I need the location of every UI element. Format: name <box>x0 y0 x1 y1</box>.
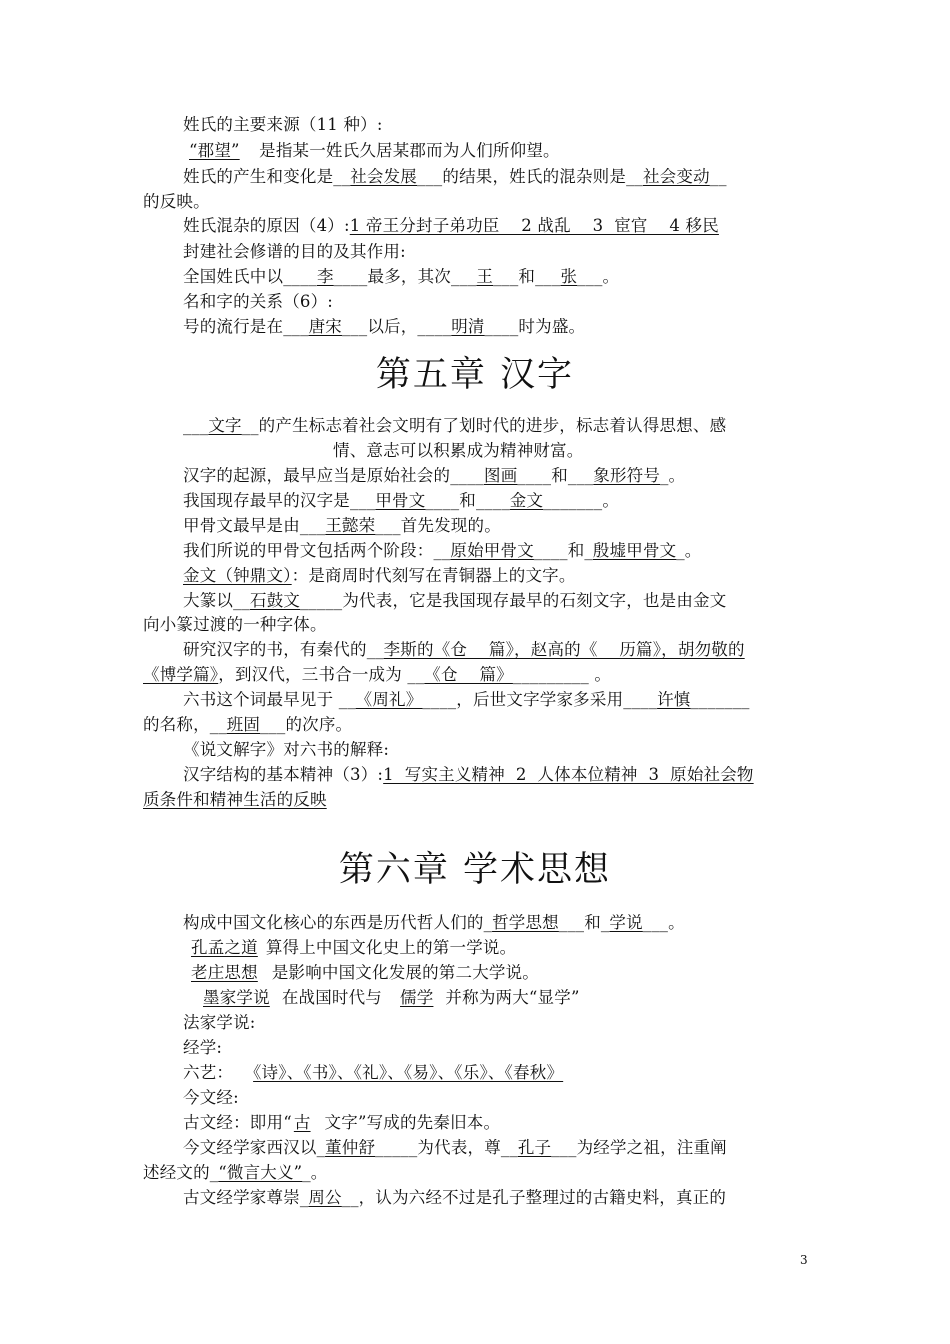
text-line: 法家学说: <box>183 1013 256 1032</box>
text-line: 大篆以__石鼓文_____为代表，它是我国现存最早的石刻文字，也是由金文 <box>183 591 727 610</box>
text-line: 情、意志可以积累成为精神财富。 <box>333 441 584 460</box>
chapter-heading: 第六章 学术思想 <box>338 850 612 890</box>
text-line: 六艺： 《诗》、《书》、《礼》、《易》、《乐》、《春秋》 <box>183 1063 564 1082</box>
text-line: 甲骨文最早是由___王懿荣___首先发现的。 <box>183 516 501 535</box>
text-line: 质条件和精神生活的反映 <box>143 790 327 809</box>
text-line: 研究汉字的书，有秦代的__李斯的《仓 篇》，赵高的《 历篇》，胡勿敬的 <box>183 640 745 659</box>
text-line: 姓氏混杂的原因（4）:1 帝王分封子弟功臣 2 战乱 3 宦官 4 移民 <box>183 216 719 235</box>
text-line: 名和字的关系（6）: <box>183 292 334 311</box>
text-line: 今文经: <box>183 1088 239 1107</box>
text-line: 姓氏的产生和变化是__社会发展___的结果，姓氏的混杂则是__社会变动__ <box>183 167 727 186</box>
page-number: 3 <box>800 1253 808 1267</box>
text-line: 我国现存最早的汉字是___甲骨文____和____金文_______。 <box>183 491 620 510</box>
text-line: 古文经学家尊崇_周公__，认为六经不过是孔子整理过的古籍史料，真正的 <box>183 1188 727 1207</box>
text-line: 《博学篇》，到汉代，三书合一成为 __《仓 篇》_________ 。 <box>143 665 612 684</box>
text-line: 向小篆过渡的一种字体。 <box>143 615 327 634</box>
text-line: 今文经学家西汉以_董仲舒_____为代表，尊__孔子___为经学之祖，注重阐 <box>183 1138 727 1157</box>
text-line: ___文字__的产生标志着社会文明有了划时代的进步，标志着认得思想、感 <box>183 416 727 435</box>
text-line: 孔孟之道 算得上中国文化史上的第一学说。 <box>191 938 517 957</box>
text-line: 姓氏的主要来源（11 种）: <box>183 115 383 134</box>
chapter-heading: 第五章 汉字 <box>375 355 575 395</box>
text-line: “郡望” 是指某一姓氏久居某郡而为人们所仰望。 <box>189 141 560 160</box>
text-line: 墨家学说 在战国时代与 儒学 并称为两大“显学” <box>203 988 580 1007</box>
text-line: 汉字的起源，最早应当是原始社会的____图画____和___象形符号_。 <box>183 466 686 485</box>
text-line: 汉字结构的基本精神（3）:1 写实主义精神 2 人体本位精神 3 原始社会物 <box>183 765 754 784</box>
text-line: 我们所说的甲骨文包括两个阶段：__原始甲骨文____和_殷墟甲骨文_。 <box>183 541 702 560</box>
text-line: 号的流行是在___唐宋___以后，____明清____时为盛。 <box>183 317 586 336</box>
text-line: 的名称，__班固___的次序。 <box>143 715 353 734</box>
text-line: 的反映。 <box>143 192 210 211</box>
text-line: 全国姓氏中以____李____最多，其次___王___和___张___。 <box>183 267 620 286</box>
text-line: 《说文解字》对六书的解释: <box>183 740 390 759</box>
text-line: 老庄思想 是影响中国文化发展的第二大学说。 <box>191 963 540 982</box>
text-line: 六书这个词最早见于 __《周礼》____，后世文字学家多采用____许慎_______ <box>183 690 750 709</box>
text-line: 述经文的_“微言大义”_。 <box>143 1163 328 1182</box>
text-line: 经学: <box>183 1038 223 1057</box>
text-line: 古文经：即用“ 古 文字”写成的先秦旧本。 <box>183 1113 501 1132</box>
text-line: 构成中国文化核心的东西是历代哲人们的_哲学思想___和_学说___。 <box>183 913 685 932</box>
text-line: 封建社会修谱的目的及其作用: <box>183 242 406 261</box>
text-line: 金文（钟鼎文）：是商周时代刻写在青铜器上的文字。 <box>183 566 576 585</box>
